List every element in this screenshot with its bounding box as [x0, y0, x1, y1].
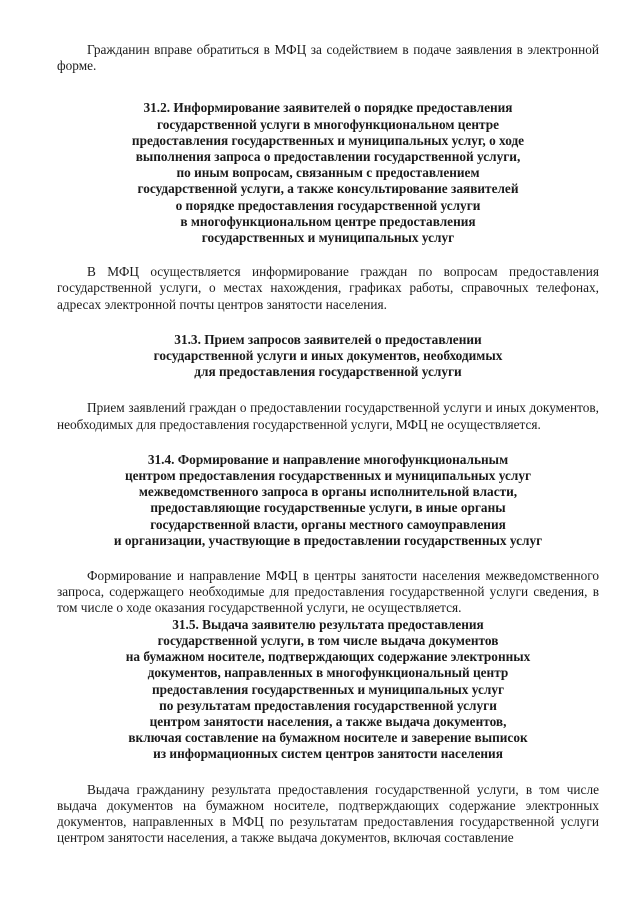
paragraph-mfc-electronic-application: Гражданин вправе обратиться в МФЦ за содействием в подаче заявления в электронной форме. — [57, 42, 599, 74]
paragraph-mfc-informing: В МФЦ осуществляется информирование граждан по вопросам предоставления государственной услуги, о местах нахождения, графиках работы, справочных телефонах, адресах электронной почты центров занятости населения. — [57, 264, 599, 312]
paragraph-result-issuance: Выдача гражданину результата предоставления государственной услуги, в том числе выдача документов на бумажном носителе, подтверждающих содержание электронных документов, направленных в МФЦ по результатам предоставления государственной услуги центром занятости населения, а также выдача документов, включая составление — [57, 781, 599, 846]
section-heading-31-5: 31.5. Выдача заявителю результата предоставления государственной услуги, в том числе выдача документов на бумажном носителе, подтверждающих содержание электронных документов, направленных в многофункциональный центр предоставления государственных и муниципальных услуг по результатам предоставления государственной услуги центром занятости населения, а также выдача документов, включая составление на бумажном носителе и заверение выписок из информационных систем центров занятости населения — [125, 616, 531, 762]
document-page — [57, 42, 599, 846]
section-heading-31-4: 31.4. Формирование и направление многофункциональным центром предоставления государственных и муниципальных услуг межведомственного запроса в органы исполнительной власти, предоставляющие государственные услуги, в иные органы государственной власти, органы местного самоуправления и организации, участвующие в предоставлении государственных услуг — [113, 451, 543, 548]
paragraph-application-acceptance: Прием заявлений граждан о предоставлении государственной услуги и иных документов, необходимых для предоставления государственной услуги, МФЦ не осуществляется. — [57, 400, 599, 432]
section-heading-31-2: 31.2. Информирование заявителей о порядке предоставления государственной услуги в многофункциональном центре предоставления государственных и муниципальных услуг, о ходе выполнения запроса о предоставлении государственной услуги, по иным вопросам, связанным с предоставлением государственной услуги, а также консультирование заявителей о порядке предоставления государственной услуги в многофункциональном центре предоставления государственных и муниципальных услуг — [131, 100, 525, 246]
section-heading-31-3: 31.3. Прием запросов заявителей о предоставлении государственной услуги и иных документов, необходимых для предоставления государственной услуги — [153, 331, 503, 380]
paragraph-interdepartmental-request: Формирование и направление МФЦ в центры занятости населения межведомственного запроса, содержащего необходимые для предоставления государственной услуги сведения, в том числе о ходе оказания государственной услуги, не осуществляется. — [57, 568, 599, 616]
